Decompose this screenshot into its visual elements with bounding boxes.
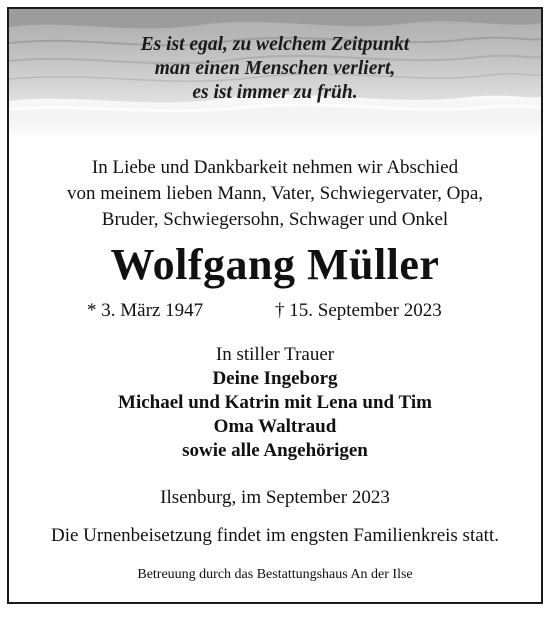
farewell-line: von meinem lieben Mann, Vater, Schwiegervater, Opa,: [67, 183, 483, 204]
deceased-name: Wolfgang Müller: [110, 240, 440, 289]
farewell-text: [9, 155, 541, 233]
mourners-list: [9, 343, 541, 463]
funeral-home-credit: Betreuung durch das Bestattungshaus An der Ilse: [137, 567, 413, 582]
quote-line: man einen Menschen verliert,: [154, 58, 396, 79]
ceremony-notice: Die Urnenbeisetzung findet im engsten Familienkreis statt.: [51, 525, 499, 546]
mourner-line: Michael und Katrin mit Lena und Tim: [118, 392, 432, 413]
birth-date: * 3. März 1947: [87, 300, 204, 321]
farewell-line: In Liebe und Dankbarkeit nehmen wir Abschied: [91, 157, 459, 178]
obituary-notice: [7, 7, 543, 604]
place-and-date: Ilsenburg, im September 2023: [160, 487, 390, 508]
farewell-line: Bruder, Schwiegersohn, Schwager und Onkel: [101, 209, 449, 230]
mourning-heading: In stiller Trauer: [215, 344, 335, 365]
mourner-line: Oma Waltraud: [213, 416, 337, 437]
death-date: † 15. September 2023: [275, 300, 442, 321]
memorial-quote: [9, 33, 541, 105]
mourner-line: sowie alle Angehörigen: [182, 440, 368, 461]
mourner-line: Deine Ingeborg: [212, 368, 338, 389]
quote-line: es ist immer zu früh.: [192, 82, 358, 103]
quote-line: Es ist egal, zu welchem Zeitpunkt: [140, 34, 410, 55]
